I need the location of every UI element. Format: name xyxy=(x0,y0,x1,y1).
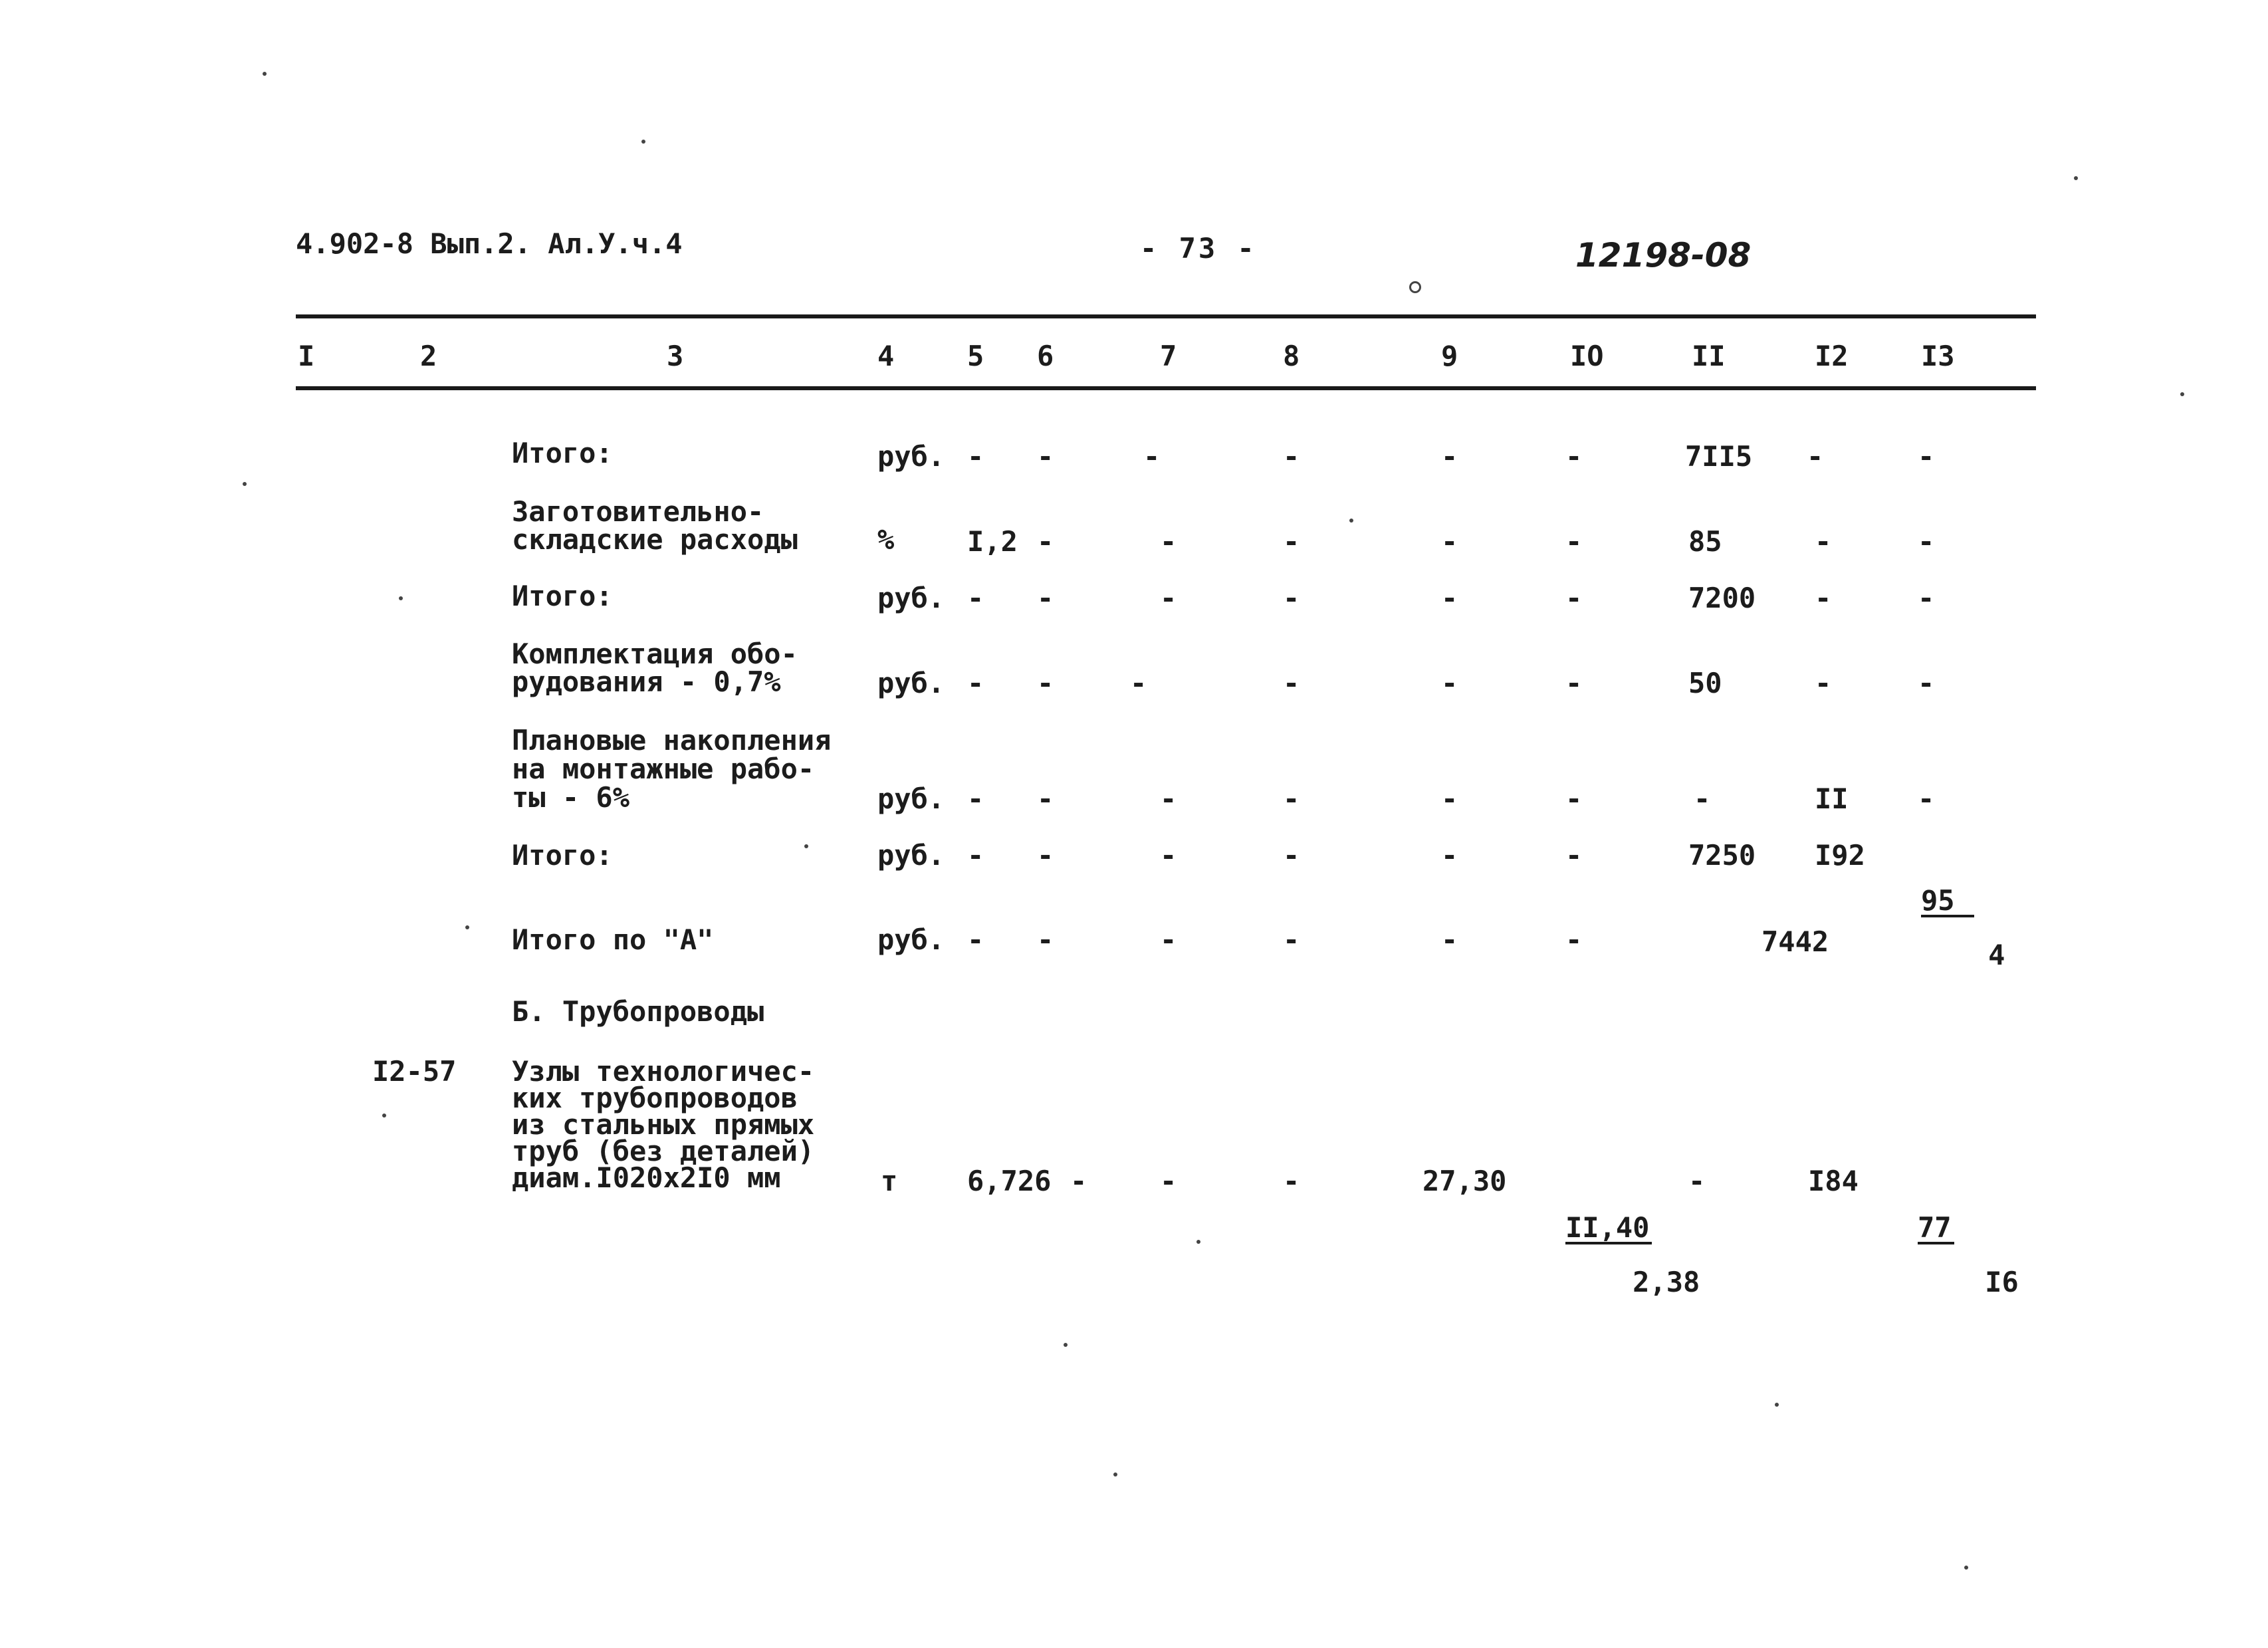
unit: руб. xyxy=(877,440,945,473)
cell-col6: - xyxy=(1037,582,1054,614)
cell-col9: - xyxy=(1441,440,1458,473)
scan-speck xyxy=(1196,1240,1200,1244)
cell-col10: - xyxy=(1565,667,1583,699)
cell-col11: 85 xyxy=(1688,525,1722,558)
cell-col13: - xyxy=(1918,782,1935,815)
cell-col11: 7250 xyxy=(1688,839,1756,872)
cell-col5: - xyxy=(967,582,984,614)
unit: руб. xyxy=(877,582,945,614)
cell-col5: 6,726 xyxy=(967,1165,1052,1197)
cell-col6: - xyxy=(1070,1165,1087,1197)
cell-col5: I,2 xyxy=(967,525,1018,558)
cell-col12: I84 xyxy=(1808,1165,1859,1197)
scan-speck xyxy=(1964,1566,1968,1570)
cell-col10: - xyxy=(1565,782,1583,815)
row-label-line1: Узлы технологичес- xyxy=(512,1055,815,1088)
fraction-denominator: I6 xyxy=(1985,1266,2019,1298)
row-label-line1: Заготовительно- xyxy=(512,495,764,528)
col-header-11: II xyxy=(1692,340,1726,372)
col-header-9: 9 xyxy=(1441,340,1458,372)
unit: руб. xyxy=(877,782,945,815)
cell-col7: - xyxy=(1160,1165,1177,1197)
cell-col6: - xyxy=(1037,667,1054,699)
cell-col6: - xyxy=(1037,839,1054,872)
cell-col9: - xyxy=(1441,839,1458,872)
cell-col13-fraction xyxy=(1921,838,2005,993)
cell-col11: 7II5 xyxy=(1685,440,1753,473)
col-header-12: I2 xyxy=(1815,340,1849,372)
cell-col5: - xyxy=(967,782,984,815)
scan-speck xyxy=(1113,1472,1117,1476)
cell-col11: 50 xyxy=(1688,667,1722,699)
cell-col9: - xyxy=(1441,782,1458,815)
col-header-10: IO xyxy=(1570,340,1604,372)
cell-col9: - xyxy=(1441,667,1458,699)
cell-col9: - xyxy=(1441,582,1458,614)
cell-col13: - xyxy=(1918,667,1935,699)
row-label-line3: ты - 6% xyxy=(512,781,630,814)
row-label-line1: Плановые накопления xyxy=(512,724,832,757)
cell-col8: - xyxy=(1283,839,1300,872)
cell-col8: - xyxy=(1283,1165,1300,1197)
row-label-line2: на монтажные рабо- xyxy=(512,753,815,785)
fraction-numerator: 77 xyxy=(1918,1215,1954,1244)
cell-col9: 27,30 xyxy=(1422,1165,1507,1197)
col-header-6: 6 xyxy=(1037,340,1054,372)
row-code: I2-57 xyxy=(372,1055,457,1088)
cell-col7: - xyxy=(1160,525,1177,558)
cell-col10: - xyxy=(1565,923,1583,956)
scan-speck xyxy=(1775,1403,1779,1407)
row-label-line4: труб (без деталей) xyxy=(512,1135,815,1167)
col-header-8: 8 xyxy=(1283,340,1300,372)
col-header-2: 2 xyxy=(420,340,437,372)
cell-col12: - xyxy=(1815,667,1832,699)
scan-speck xyxy=(243,482,247,486)
cell-col9: - xyxy=(1441,923,1458,956)
cell-col13: - xyxy=(1918,440,1935,473)
scan-speck xyxy=(399,596,403,600)
scan-speck xyxy=(804,844,808,848)
cell-col5: - xyxy=(967,667,984,699)
col-header-3: 3 xyxy=(667,340,684,372)
cell-col7: - xyxy=(1130,667,1147,699)
cell-col8: - xyxy=(1283,525,1300,558)
row-label: Итого: xyxy=(512,839,613,872)
unit: т xyxy=(881,1165,898,1197)
cell-col8: - xyxy=(1283,923,1300,956)
fraction-denominator: 2,38 xyxy=(1633,1266,1700,1298)
cell-col6: - xyxy=(1037,782,1054,815)
cell-col12: - xyxy=(1815,525,1832,558)
top-rule xyxy=(296,314,2036,318)
document-reference: 4.902-8 Вып.2. Ал.У.ч.4 xyxy=(296,227,683,260)
row-label: Итого по "А" xyxy=(512,923,714,956)
cell-col10-fraction xyxy=(1565,1165,1700,1320)
page-number: - 73 - xyxy=(1140,232,1257,265)
cell-col9: - xyxy=(1441,525,1458,558)
cell-col7: - xyxy=(1160,582,1177,614)
cell-col11: - xyxy=(1694,782,1711,815)
total-value: 7442 xyxy=(1761,925,1829,958)
cell-col10: - xyxy=(1565,440,1583,473)
unit: % xyxy=(877,523,895,556)
cell-col10: - xyxy=(1565,525,1583,558)
scan-speck xyxy=(263,72,267,76)
cell-col7: - xyxy=(1160,839,1177,872)
cell-col10: - xyxy=(1565,839,1583,872)
scan-speck xyxy=(2074,176,2078,180)
archive-number: 12198-08 xyxy=(1575,236,1752,275)
cell-col7: - xyxy=(1160,923,1177,956)
row-label: Итого: xyxy=(512,437,613,469)
cell-col13: - xyxy=(1918,582,1935,614)
scan-speck xyxy=(2180,392,2184,396)
cell-col6: - xyxy=(1037,923,1054,956)
section-heading: Б. Трубопроводы xyxy=(512,995,764,1028)
cell-col10: - xyxy=(1565,582,1583,614)
cell-col12: I92 xyxy=(1815,839,1865,872)
cell-col12: - xyxy=(1807,440,1824,473)
fraction-numerator: II,40 xyxy=(1565,1215,1652,1244)
cell-col5: - xyxy=(967,923,984,956)
cell-col12: II xyxy=(1815,782,1849,815)
cell-col13: - xyxy=(1918,525,1935,558)
cell-col7: - xyxy=(1160,782,1177,815)
scan-speck xyxy=(1409,281,1421,293)
row-label-line2: ких трубопроводов xyxy=(512,1082,798,1114)
col-header-5: 5 xyxy=(967,340,984,372)
cell-col5: - xyxy=(967,440,984,473)
cell-col13-fraction xyxy=(1918,1165,2019,1320)
cell-col8: - xyxy=(1283,667,1300,699)
row-label: Итого: xyxy=(512,580,613,612)
cell-col8: - xyxy=(1283,782,1300,815)
col-header-13: I3 xyxy=(1921,340,1955,372)
scan-speck xyxy=(1064,1343,1068,1347)
unit: руб. xyxy=(877,923,945,956)
unit: руб. xyxy=(877,667,945,699)
scan-speck xyxy=(382,1114,386,1118)
cell-col6: - xyxy=(1037,440,1054,473)
scan-speck xyxy=(641,140,645,144)
row-label-line5: диам.I020х2I0 мм xyxy=(512,1161,781,1194)
row-label-line2: складские расходы xyxy=(512,523,798,556)
row-label-line2: рудования - 0,7% xyxy=(512,665,781,698)
col-header-4: 4 xyxy=(877,340,895,372)
cell-col5: - xyxy=(967,839,984,872)
row-label-line1: Комплектация обо- xyxy=(512,638,798,670)
cell-col11: 7200 xyxy=(1688,582,1756,614)
col-header-7: 7 xyxy=(1160,340,1177,372)
row-label-line3: из стальных прямых xyxy=(512,1108,815,1141)
cell-col12: - xyxy=(1815,582,1832,614)
cell-col11: - xyxy=(1688,1165,1706,1197)
fraction-denominator: 4 xyxy=(1988,939,2005,971)
cell-col7: - xyxy=(1143,440,1161,473)
fraction-numerator: 95 xyxy=(1921,888,1974,917)
col-header-1: I xyxy=(298,340,315,372)
cell-col8: - xyxy=(1283,440,1300,473)
scan-speck xyxy=(1349,519,1353,523)
cell-col8: - xyxy=(1283,582,1300,614)
cell-col6: - xyxy=(1037,525,1054,558)
header-bottom-rule xyxy=(296,386,2036,390)
scan-speck xyxy=(465,925,469,929)
unit: руб. xyxy=(877,839,945,872)
